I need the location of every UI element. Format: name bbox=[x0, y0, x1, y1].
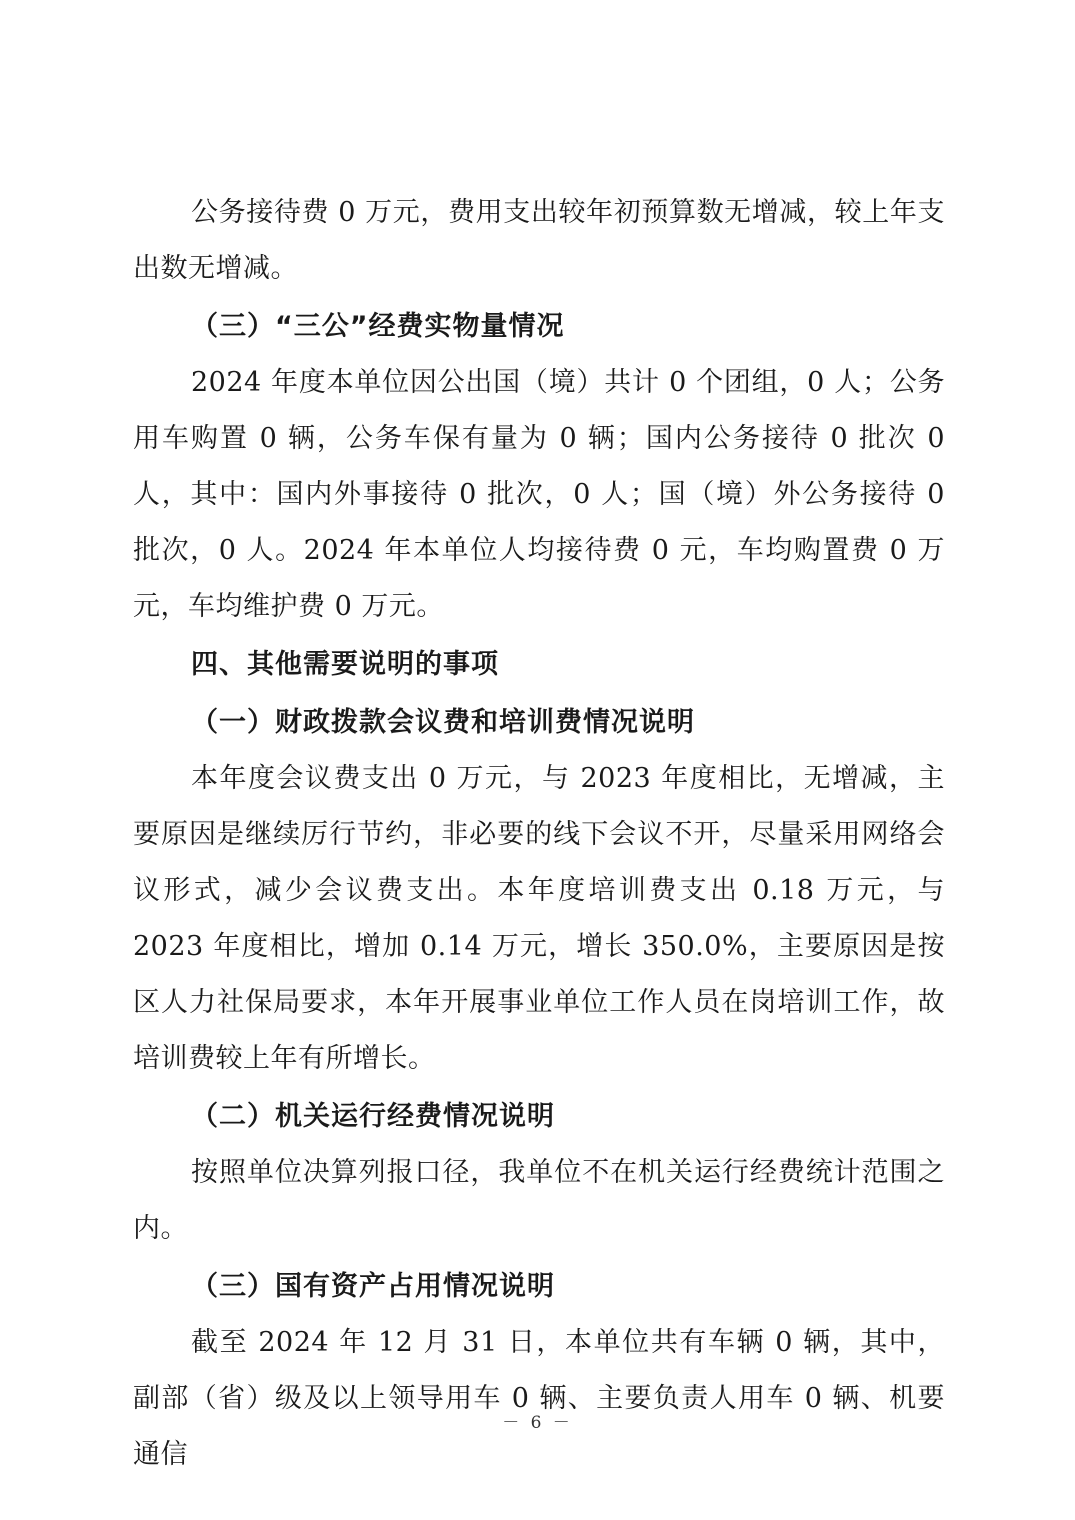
heading-physical-quantity: （三）“三公”经费实物量情况 bbox=[191, 311, 565, 342]
paragraph-state-assets: 截至 2024 年 12 月 31 日，本单位共有车辆 0 辆，其中，副部（省）级及以上领导用车 0 辆、主要负责人用车 0 辆、机要通信 bbox=[133, 1327, 945, 1470]
paragraph-meeting-training: 本年度会议费支出 0 万元，与 2023 年度相比，无增减，主要原因是继续厉行节约，非必要的线下会议不开，尽量采用网络会议形式，减少会议费支出。本年度培训费支出 0.18 万元，与 2023 年度相比，增加 0.14 万元，增长 350.0%，主要原因是按区人力社保局要求，本年开展事业单位工作人员在岗培训工作，故培训费较上年有所增长。 bbox=[133, 763, 945, 1074]
document-body bbox=[133, 185, 945, 1483]
paragraph-operating-funds: 按照单位决算列报口径，我单位不在机关运行经费统计范围之内。 bbox=[133, 1157, 945, 1244]
heading-state-assets: （三）国有资产占用情况说明 bbox=[191, 1271, 555, 1302]
heading-meeting-training: （一）财政拨款会议费和培训费情况说明 bbox=[191, 707, 695, 738]
page-number: － 6 － bbox=[502, 1413, 573, 1433]
paragraph-reception-fee: 公务接待费 0 万元，费用支出较年初预算数无增减，较上年支出数无增减。 bbox=[133, 197, 945, 284]
heading-operating-funds: （二）机关运行经费情况说明 bbox=[191, 1101, 555, 1132]
paragraph-physical-quantity: 2024 年度本单位因公出国（境）共计 0 个团组，0 人；公务用车购置 0 辆，公务车保有量为 0 辆；国内公务接待 0 批次 0 人，其中：国内外事接待 0 批次，0 人；国（境）外公务接待 0 批次，0 人。2024 年本单位人均接待费 0 元，车均购置费 0 万元，车均维护费 0 万元。 bbox=[133, 367, 945, 622]
heading-section-four: 四、其他需要说明的事项 bbox=[191, 649, 499, 680]
